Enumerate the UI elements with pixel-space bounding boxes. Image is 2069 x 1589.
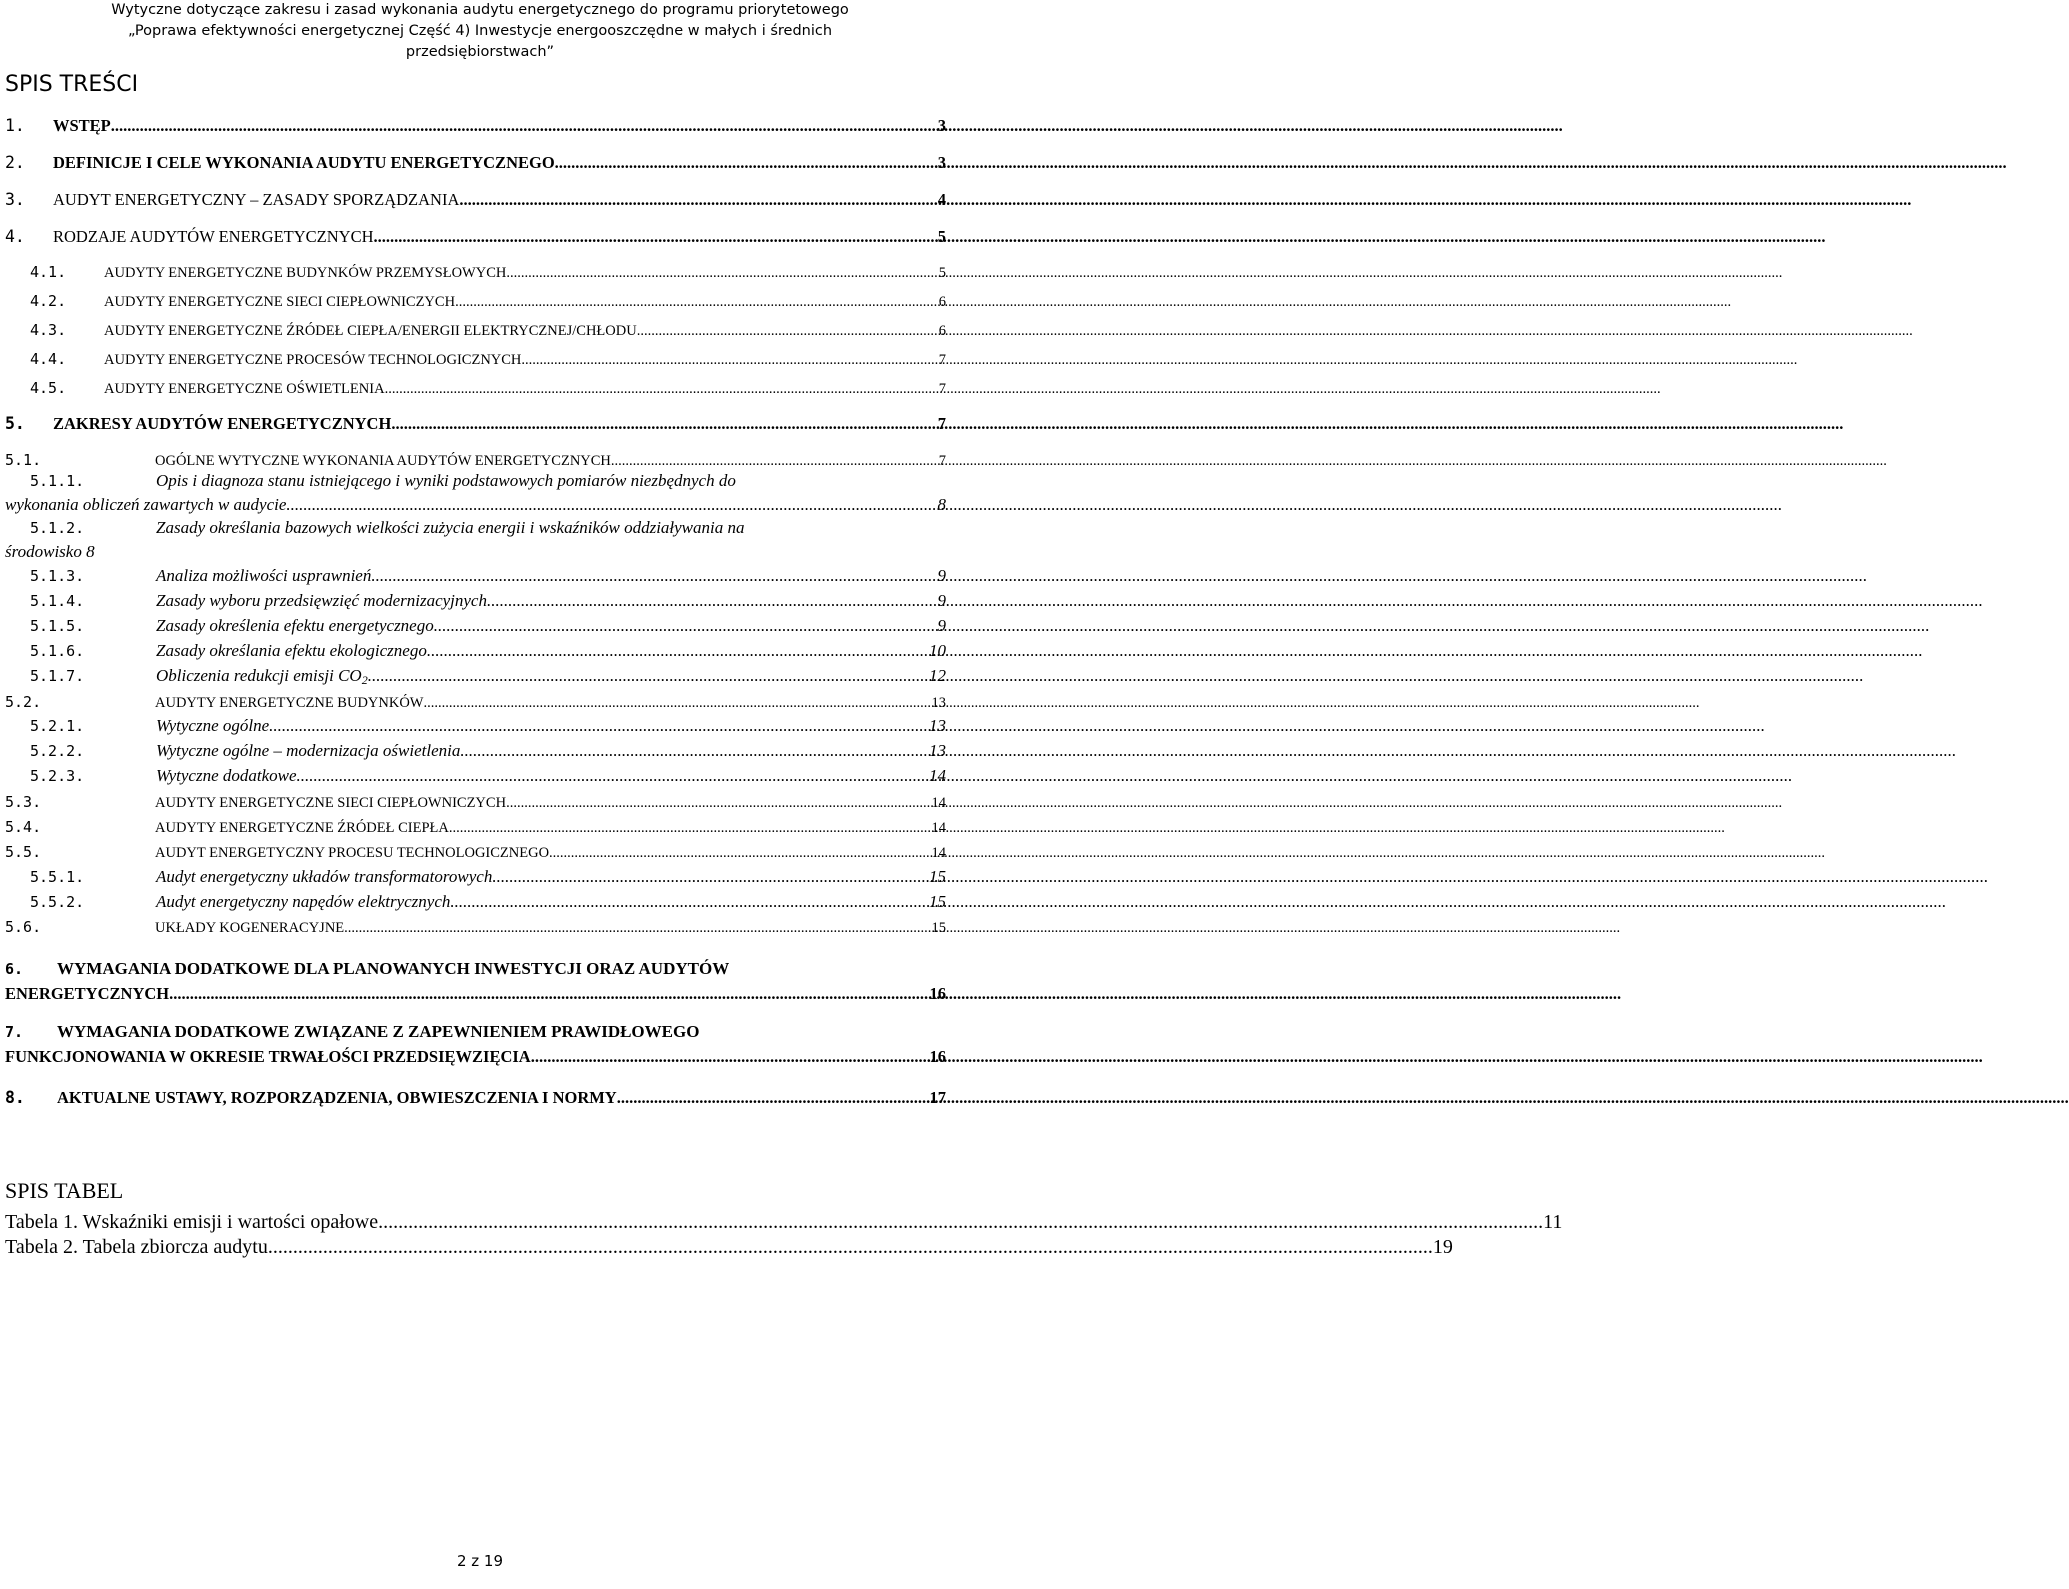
table-list-entry[interactable] [5, 1236, 1453, 1259]
toc-entry[interactable] [30, 291, 946, 312]
toc-entry-title: ZAKRESY AUDYTÓW ENERGETYCZNYCH [53, 414, 392, 433]
toc-entry-line[interactable] [30, 517, 745, 539]
toc-entry-title: DEFINICJE I CELE WYKONANIA AUDYTU ENERGETYCZNEGO [53, 153, 555, 172]
toc-entry-page: 7 [938, 381, 946, 397]
dot-leader [286, 495, 935, 515]
toc-entry-page: 3 [937, 153, 946, 172]
toc-entry[interactable] [5, 1088, 946, 1108]
toc-entry-number: 5.2.2. [30, 742, 85, 760]
toc-entry-title: OGÓLNE WYTYCZNE WYKONANIA AUDYTÓW ENERGETYCZNYCH [155, 453, 611, 469]
toc-entry-page: 5 [937, 227, 946, 246]
toc-entry[interactable] [5, 495, 946, 515]
toc-entry-page: 7 [938, 453, 946, 469]
toc-entry-line[interactable] [5, 958, 729, 980]
table-list-page: 11 [1543, 1211, 1563, 1233]
dot-leader [506, 263, 936, 283]
dot-leader [371, 566, 935, 586]
toc-entry[interactable] [5, 817, 946, 838]
dot-leader [391, 414, 935, 434]
dot-leader [273, 1236, 1433, 1259]
toc-entry-title: Opis i diagnoza stanu istniejącego i wyniki podstawowych pomiarów niezbędnych do [156, 471, 736, 490]
toc-entry-title-cont: FUNKCJONOWANIA W OKRESIE TRWAŁOŚCI PRZEDSIĘWZIĘCIA [5, 1047, 531, 1066]
toc-entry-title-cont: wykonania obliczeń zawartych w audycie [5, 495, 287, 514]
dot-leader [169, 984, 927, 1004]
toc-entry-line[interactable] [30, 470, 736, 492]
toc-entry-number: 5.1.2. [30, 519, 85, 537]
header-line-1: Wytyczne dotyczące zakresu i zasad wykonania audytu energetycznego do programu priorytetowego [111, 2, 849, 18]
toc-entry-page: 17 [929, 1088, 946, 1107]
dot-leader [434, 616, 936, 636]
dot-leader [521, 350, 936, 370]
toc-entry-number: 4. [5, 227, 25, 246]
toc-entry-page: 13 [929, 716, 946, 735]
toc-entry-title: Analiza możliwości usprawnień [156, 566, 372, 585]
toc-entry-page: 14 [929, 766, 946, 785]
toc-entry[interactable] [5, 414, 946, 434]
toc-entry[interactable] [30, 892, 946, 912]
header-line-3: przedsiębiorstwach” [405, 44, 555, 60]
toc-entry-title: AUDYTY ENERGETYCZNE OŚWIETLENIA [104, 381, 385, 397]
toc-entry-title: AUDYTY ENERGETYCZNE BUDYNKÓW [155, 695, 424, 711]
toc-entry-number: 5. [5, 414, 25, 433]
toc-entry-page: 13 [931, 695, 946, 711]
toc-entry[interactable] [30, 262, 946, 283]
toc-entry-title-cont: ENERGETYCZNYCH [5, 984, 170, 1003]
toc-entry-page: 6 [938, 323, 946, 339]
toc-entry-page: 3 [937, 116, 946, 135]
toc-entry[interactable] [5, 227, 946, 247]
toc-entry-number: 6. [5, 960, 24, 978]
dot-leader [460, 741, 927, 761]
toc-entry-number: 7. [5, 1023, 24, 1041]
table-list-entry[interactable] [5, 1211, 1563, 1234]
toc-entry-number: 5.2.1. [30, 717, 85, 735]
toc-entry-number: 5.1.7. [30, 667, 85, 685]
toc-entry[interactable] [30, 716, 946, 736]
toc-entry-page: 10 [929, 641, 946, 660]
toc-entry[interactable] [5, 842, 946, 863]
toc-entry[interactable] [30, 616, 946, 636]
toc-entry-number: 4.1. [30, 263, 67, 281]
toc-entry[interactable] [30, 378, 946, 399]
toc-entry-title: AUDYTY ENERGETYCZNE ŹRÓDEŁ CIEPŁA [155, 820, 449, 836]
dot-leader [459, 190, 935, 210]
toc-entry-title: AUDYT ENERGETYCZNY – ZASADY SPORZĄDZANIA [53, 190, 460, 209]
dot-leader [555, 153, 936, 173]
table-list-title: Tabela 2. Tabela zbiorcza audytu. [5, 1236, 273, 1258]
toc-entry[interactable] [30, 349, 946, 370]
toc-entry-page: 15 [929, 867, 946, 886]
toc-entry-page: 6 [938, 294, 946, 310]
dot-leader [383, 1211, 1543, 1234]
dot-leader [531, 1047, 928, 1067]
toc-entry-title: WYMAGANIA DODATKOWE DLA PLANOWANYCH INWESTYCJI ORAZ AUDYTÓW [57, 959, 730, 978]
toc-entry[interactable] [30, 867, 946, 887]
toc-entry-number: 3. [5, 190, 25, 209]
dot-leader [368, 666, 927, 686]
toc-entry-number: 5.6. [5, 918, 42, 936]
toc-entry[interactable] [5, 153, 946, 173]
toc-entry-title: AUDYTY ENERGETYCZNE PROCESÓW TECHNOLOGICZNYCH [104, 352, 522, 368]
toc-entry-page: 16 [929, 984, 946, 1003]
toc-entry[interactable] [5, 1047, 946, 1067]
toc-entry-title: AUDYTY ENERGETYCZNE SIECI CIEPŁOWNICZYCH [155, 795, 507, 811]
toc-entry[interactable] [5, 116, 946, 136]
toc-entry-number: 5.1.1. [30, 472, 85, 490]
toc-entry-number: 4.2. [30, 292, 67, 310]
toc-entry-title: Obliczenia redukcji emisji $CO_2$ [156, 666, 368, 687]
toc-entry[interactable] [5, 984, 946, 1004]
toc-entry-page: 9 [937, 616, 946, 635]
toc-entry[interactable] [30, 641, 946, 661]
toc-entry-page: 16 [929, 1047, 946, 1066]
toc-entry[interactable] [30, 320, 946, 341]
dot-leader [549, 843, 929, 863]
toc-entry-number: 5.3. [5, 793, 42, 811]
toc-entry-page: 13 [929, 741, 946, 760]
dot-leader [427, 641, 927, 661]
toc-entry[interactable] [5, 692, 946, 713]
toc-entry-number: 5.5. [5, 843, 42, 861]
toc-entry-number: 5.4. [5, 818, 42, 836]
dot-leader [637, 321, 937, 341]
toc-entry-title: Zasady określania bazowych wielkości zużycia energii i wskaźników oddziaływania na [156, 518, 745, 537]
dot-leader [455, 292, 937, 312]
dot-leader [449, 818, 930, 838]
toc-entry[interactable] [5, 792, 946, 813]
tables-list-title: SPIS TABEL [5, 1178, 124, 1203]
toc-entry[interactable] [5, 190, 946, 210]
dot-leader [506, 793, 929, 813]
toc-entry[interactable] [5, 450, 946, 471]
toc-entry-number: 4.4. [30, 350, 67, 368]
dot-leader [385, 379, 937, 399]
toc-entry-page: 9 [937, 591, 946, 610]
toc-entry-title: AUDYTY ENERGETYCZNE ŹRÓDEŁ CIEPŁA/ENERGII ELEKTRYCZNEJ/CHŁODU [104, 323, 637, 339]
toc-entry-page: 14 [931, 795, 946, 811]
toc-entry[interactable] [30, 591, 946, 611]
dot-leader [487, 591, 936, 611]
toc-entry-page: 8 [937, 495, 946, 514]
toc-entry-title: AUDYTY ENERGETYCZNE BUDYNKÓW PRZEMYSŁOWYCH [104, 265, 507, 281]
toc-entry-page: 7 [937, 414, 946, 433]
toc-entry-title-cont[interactable]: środowisko 8 [5, 542, 95, 561]
toc-entry-number: 5.1. [5, 451, 42, 469]
dot-leader [344, 918, 929, 938]
table-list-title: Tabela 1. Wskaźniki emisji i wartości opałowe. [5, 1211, 384, 1233]
dot-leader [423, 693, 929, 713]
toc-entry-line[interactable] [5, 1021, 699, 1043]
toc-entry-number: 5.1.5. [30, 617, 85, 635]
toc-entry-page: 14 [931, 820, 946, 836]
toc-entry-title: Audyt energetyczny napędów elektrycznych [156, 892, 451, 911]
toc-entry-title: AUDYTY ENERGETYCZNE SIECI CIEPŁOWNICZYCH [104, 294, 456, 310]
toc-entry[interactable] [30, 666, 946, 690]
toc-entry-title: WSTĘP [53, 116, 111, 135]
toc-entry-number: 8. [5, 1088, 25, 1107]
toc-entry-title: AKTUALNE USTAWY, ROZPORZĄDZENIA, OBWIESZCZENIA I NORMY [57, 1088, 617, 1107]
toc-entry-title: Zasady określania efektu ekologicznego [156, 641, 427, 660]
toc-entry-title: WYMAGANIA DODATKOWE ZWIĄZANE Z ZAPEWNIENIEM PRAWIDŁOWEGO [57, 1022, 700, 1041]
toc-entry-title: Wytyczne ogólne – modernizacja oświetlenia [156, 741, 461, 760]
toc-entry[interactable] [30, 766, 946, 786]
toc-entry-page: 9 [937, 566, 946, 585]
dot-leader [450, 892, 927, 912]
toc-entry-number: 2. [5, 153, 25, 172]
toc-entry-number: 5.1.3. [30, 567, 85, 585]
toc-entry-number: 4.3. [30, 321, 67, 339]
toc-entry[interactable] [30, 741, 946, 761]
toc-entry-number: 5.5.2. [30, 893, 85, 911]
toc-entry-number: 5.1.6. [30, 642, 85, 660]
toc-entry-page: 12 [929, 666, 946, 685]
dot-leader [617, 1088, 928, 1108]
toc-entry-title: Zasady wyboru przedsięwzięć modernizacyjnych [156, 591, 487, 610]
toc-entry-page: 14 [931, 845, 946, 861]
dot-leader [492, 867, 927, 887]
toc-entry-title: UKŁADY KOGENERACYJNE [155, 920, 345, 936]
toc-entry-title: Wytyczne ogólne [156, 716, 270, 735]
dot-leader [269, 716, 927, 736]
header-line-2: „Poprawa efektywności energetycznej Część 4) Inwestycje energooszczędne w małych i średnich [127, 23, 833, 39]
toc-entry[interactable] [30, 566, 946, 586]
toc-entry[interactable] [5, 917, 946, 938]
toc-entry-number: 1. [5, 116, 25, 135]
toc-entry-page: 4 [937, 190, 946, 209]
dot-leader [297, 766, 927, 786]
toc-entry-page: 7 [938, 352, 946, 368]
dot-leader [111, 116, 936, 136]
toc-entry-number: 5.5.1. [30, 868, 85, 886]
toc-entry-page: 15 [931, 920, 946, 936]
dot-leader [611, 451, 937, 471]
toc-entry-title: RODZAJE AUDYTÓW ENERGETYCZNYCH [53, 227, 374, 246]
toc-title: SPIS TREŚCI [5, 72, 139, 97]
toc-entry-title: AUDYT ENERGETYCZNY PROCESU TECHNOLOGICZNEGO [155, 845, 550, 861]
toc-entry-title: Audyt energetyczny układów transformatorowych [156, 867, 493, 886]
toc-entry-number: 5.2.3. [30, 767, 85, 785]
page-number: 2 z 19 [456, 1552, 504, 1570]
toc-entry-title: Wytyczne dodatkowe [156, 766, 297, 785]
toc-entry-page: 5 [938, 265, 946, 281]
toc-entry-number: 5.2. [5, 693, 42, 711]
subscript: 2 [361, 673, 368, 687]
toc-entry-number: 5.1.4. [30, 592, 85, 610]
page-header [0, 0, 960, 63]
table-list-page: 19 [1432, 1236, 1453, 1258]
toc-entry-number: 4.5. [30, 379, 67, 397]
dot-leader [374, 227, 936, 247]
toc-entry-title: Zasady określenia efektu energetycznego [156, 616, 434, 635]
toc-entry-page: 15 [929, 892, 946, 911]
